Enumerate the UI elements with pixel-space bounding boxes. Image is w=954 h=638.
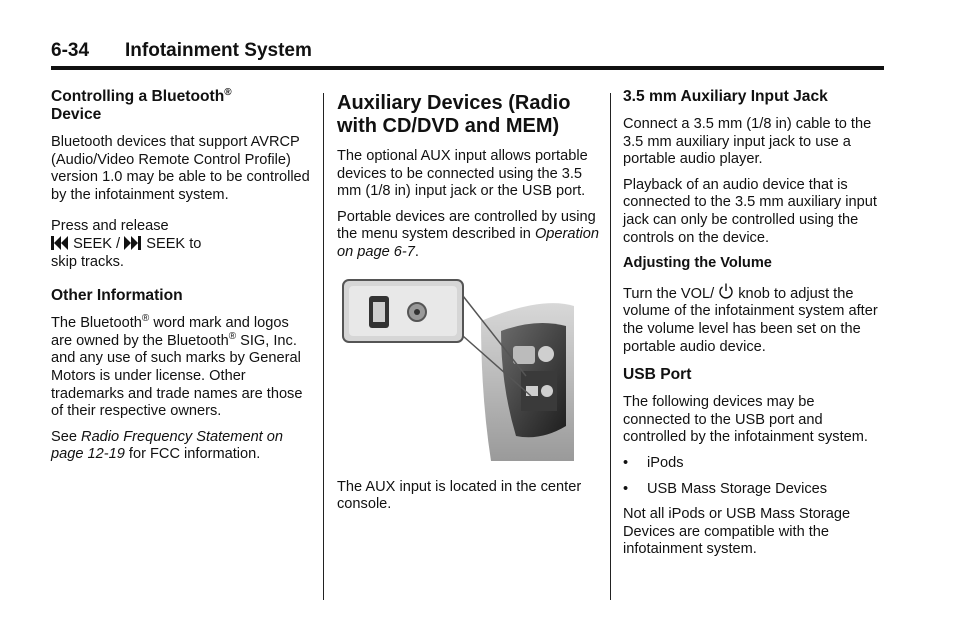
aux-jack-heading: 3.5 mm Auxiliary Input Jack bbox=[623, 88, 828, 105]
list-item: • USB Mass Storage Devices bbox=[623, 480, 828, 497]
volume-text: Turn the VOL/ knob to adjust the volume of the infotainment system after the volume level has been set on the portable audio device. bbox=[623, 283, 885, 356]
seek-instructions: Press and release SEEK / SEEK to skip tracks. bbox=[51, 218, 202, 270]
list-item: • iPods bbox=[623, 454, 684, 471]
aux-jack-text-2: Playback of an audio device that is connected to the 3.5 mm auxiliary input jack can only be controlled using the controls on the device. bbox=[623, 176, 877, 246]
seek-back-icon bbox=[51, 236, 69, 250]
aux-controls-text: Portable devices are controlled by using the menu system described in Operation on page 6-7. bbox=[337, 208, 600, 260]
seek-forward-icon bbox=[124, 236, 142, 250]
compatibility-note: Not all iPods or USB Mass Storage Devices are compatible with the infotainment system. bbox=[623, 506, 851, 558]
trademark-text: The Bluetooth® word mark and logos are owned by the Bluetooth® SIG, Inc. and any use of such marks by General Motors is under license. Other trademarks and trade names are those of their respective owners. bbox=[51, 313, 303, 420]
section-title: Infotainment System bbox=[125, 40, 312, 61]
aux-intro: The optional AUX input allows portable devices to be connected using the 3.5 mm (1/8 in) input jack or the USB port. bbox=[337, 148, 588, 200]
column-divider-right bbox=[610, 93, 611, 600]
aux-jack-text-1: Connect a 3.5 mm (1/8 in) cable to the 3.5 mm auxiliary input jack to use a portable audio player. bbox=[623, 116, 872, 168]
page-header bbox=[51, 38, 884, 70]
column-right bbox=[623, 88, 885, 567]
rf-statement-link[interactable]: Radio Frequency Statement on page 12-19 bbox=[51, 428, 284, 463]
operation-link[interactable]: Operation on page 6-7 bbox=[337, 226, 600, 260]
page-number: 6-34 bbox=[51, 40, 90, 61]
usb-port-heading: USB Port bbox=[623, 366, 692, 384]
fcc-reference: See Radio Frequency Statement on page 12-19 for FCC information. bbox=[51, 428, 284, 463]
column-left bbox=[51, 88, 313, 472]
usb-text: The following devices may be connected to the USB port and controlled by the infotainment system. bbox=[623, 394, 868, 446]
column-middle bbox=[337, 88, 602, 522]
aux-heading: Auxiliary Devices (Radio with CD/DVD and MEM) bbox=[337, 92, 571, 137]
power-icon bbox=[718, 283, 734, 300]
bluetooth-body: Bluetooth devices that support AVRCP (Audio/Video Remote Control Profile) version 1.0 may be able to be controlled by the infotainment system. bbox=[51, 134, 310, 203]
other-information-heading: Other Information bbox=[51, 287, 183, 305]
adjusting-volume-heading: Adjusting the Volume bbox=[623, 255, 772, 272]
bluetooth-heading: Controlling a Bluetooth® Device bbox=[51, 86, 232, 123]
column-divider-left bbox=[323, 93, 324, 600]
photo-caption: The AUX input is located in the center console. bbox=[337, 478, 582, 513]
center-console-photo bbox=[341, 276, 574, 461]
